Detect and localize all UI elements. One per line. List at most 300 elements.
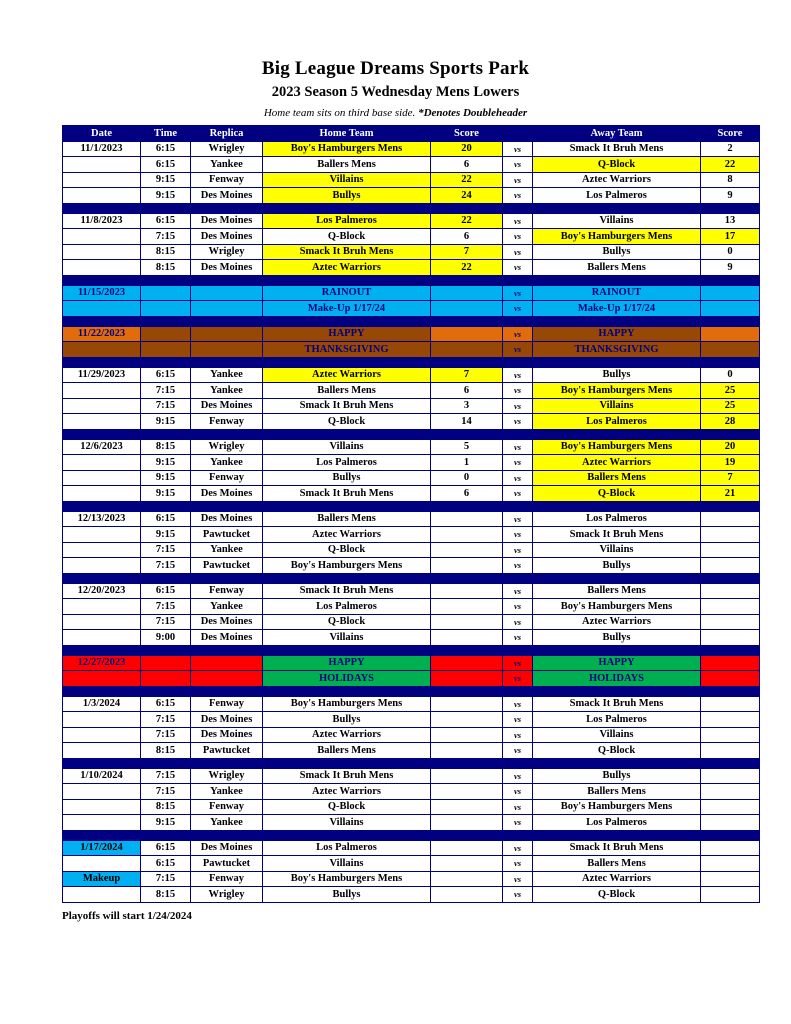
field-replica-cell: Des Moines (191, 727, 263, 743)
table-row (63, 455, 760, 471)
field-replica-cell: Des Moines (191, 213, 263, 229)
game-date-cell (63, 398, 141, 414)
away-score-cell (701, 815, 760, 831)
away-team-cell: Smack It Bruh Mens (533, 527, 701, 543)
away-score-cell (701, 743, 760, 759)
home-team-cell: Aztec Warriors (263, 260, 431, 276)
home-score-cell (431, 768, 503, 784)
block-separator (63, 573, 760, 583)
game-time-cell: 7:15 (141, 784, 191, 800)
game-date-cell: Makeup (63, 871, 141, 887)
versus-cell: vs (503, 815, 533, 831)
game-date-cell (63, 229, 141, 245)
game-date-cell (63, 727, 141, 743)
away-score-cell: 13 (701, 213, 760, 229)
column-header-time: Time (141, 126, 191, 142)
separator-cell (63, 645, 760, 655)
game-date-cell (63, 260, 141, 276)
home-team-cell: Ballers Mens (263, 743, 431, 759)
playoffs-note: Playoffs will start 1/24/2024 (62, 909, 192, 922)
away-score-cell: 9 (701, 188, 760, 204)
game-time-cell: 7:15 (141, 398, 191, 414)
table-header-row (63, 126, 760, 142)
game-date-cell (63, 712, 141, 728)
game-date-cell (63, 342, 141, 358)
versus-cell: vs (503, 244, 533, 260)
away-score-cell (701, 871, 760, 887)
game-date-cell (63, 527, 141, 543)
away-team-cell: Smack It Bruh Mens (533, 141, 701, 157)
game-time-cell: 9:15 (141, 527, 191, 543)
home-score-cell: 7 (431, 244, 503, 260)
home-team-cell: Boy's Hamburgers Mens (263, 696, 431, 712)
away-score-cell: 0 (701, 244, 760, 260)
table-row (63, 188, 760, 204)
home-score-cell: 6 (431, 383, 503, 399)
game-date-cell (63, 157, 141, 173)
table-row (63, 856, 760, 872)
block-separator (63, 645, 760, 655)
home-team-cell: Villains (263, 172, 431, 188)
game-date-cell (63, 630, 141, 646)
game-time-cell: 6:15 (141, 511, 191, 527)
away-team-cell: Los Palmeros (533, 511, 701, 527)
versus-cell: vs (503, 712, 533, 728)
away-score-cell (701, 342, 760, 358)
game-time-cell: 8:15 (141, 887, 191, 903)
home-score-cell (431, 342, 503, 358)
away-score-cell (701, 583, 760, 599)
table-row (63, 326, 760, 342)
away-team-cell: Los Palmeros (533, 815, 701, 831)
game-time-cell (141, 301, 191, 317)
field-replica-cell: Fenway (191, 414, 263, 430)
game-time-cell: 6:15 (141, 141, 191, 157)
table-row (63, 172, 760, 188)
table-row (63, 696, 760, 712)
versus-cell: vs (503, 614, 533, 630)
home-score-cell (431, 784, 503, 800)
game-time-cell: 8:15 (141, 439, 191, 455)
game-date-cell: 11/15/2023 (63, 285, 141, 301)
field-replica-cell: Wrigley (191, 887, 263, 903)
table-row (63, 229, 760, 245)
field-replica-cell: Wrigley (191, 244, 263, 260)
game-time-cell: 7:15 (141, 727, 191, 743)
game-date-cell: 12/13/2023 (63, 511, 141, 527)
home-score-cell (431, 840, 503, 856)
table-row (63, 871, 760, 887)
home-team-cell: Los Palmeros (263, 455, 431, 471)
versus-cell: vs (503, 470, 533, 486)
away-team-cell: Bullys (533, 768, 701, 784)
versus-cell: vs (503, 367, 533, 383)
game-time-cell: 9:00 (141, 630, 191, 646)
home-score-cell: 1 (431, 455, 503, 471)
versus-cell: vs (503, 301, 533, 317)
away-team-cell: Bullys (533, 367, 701, 383)
versus-cell: vs (503, 743, 533, 759)
table-row (63, 655, 760, 671)
game-date-cell (63, 599, 141, 615)
home-team-cell: Aztec Warriors (263, 727, 431, 743)
away-team-cell: Ballers Mens (533, 583, 701, 599)
game-time-cell (141, 655, 191, 671)
home-score-cell: 0 (431, 470, 503, 486)
home-team-cell: Bullys (263, 188, 431, 204)
versus-cell: vs (503, 342, 533, 358)
away-team-cell: Los Palmeros (533, 712, 701, 728)
page-subtitle: 2023 Season 5 Wednesday Mens Lowers (271, 84, 520, 100)
away-team-cell: HOLIDAYS (533, 671, 701, 687)
field-replica-cell: Wrigley (191, 768, 263, 784)
home-score-cell (431, 511, 503, 527)
home-score-cell: 14 (431, 414, 503, 430)
away-score-cell: 25 (701, 398, 760, 414)
separator-cell (63, 429, 760, 439)
away-score-cell (701, 727, 760, 743)
versus-cell: vs (503, 260, 533, 276)
table-row (63, 743, 760, 759)
versus-cell: vs (503, 696, 533, 712)
field-replica-cell: Des Moines (191, 511, 263, 527)
home-team-cell: Smack It Bruh Mens (263, 486, 431, 502)
block-separator (63, 275, 760, 285)
home-score-cell: 5 (431, 439, 503, 455)
field-replica-cell: Pawtucket (191, 527, 263, 543)
home-score-cell (431, 671, 503, 687)
game-time-cell: 6:15 (141, 840, 191, 856)
home-team-cell: Ballers Mens (263, 511, 431, 527)
game-time-cell (141, 326, 191, 342)
home-score-cell (431, 712, 503, 728)
game-time-cell: 6:15 (141, 583, 191, 599)
away-score-cell: 0 (701, 367, 760, 383)
home-score-cell (431, 696, 503, 712)
away-team-cell: Bullys (533, 244, 701, 260)
table-row (63, 630, 760, 646)
game-date-cell (63, 815, 141, 831)
versus-cell: vs (503, 511, 533, 527)
versus-cell: vs (503, 856, 533, 872)
away-score-cell (701, 326, 760, 342)
home-score-cell: 22 (431, 260, 503, 276)
field-replica-cell: Pawtucket (191, 856, 263, 872)
game-time-cell: 6:15 (141, 157, 191, 173)
home-score-cell: 24 (431, 188, 503, 204)
table-row (63, 542, 760, 558)
away-team-cell: Villains (533, 727, 701, 743)
home-team-cell: Los Palmeros (263, 599, 431, 615)
away-score-cell (701, 630, 760, 646)
field-replica-cell (191, 301, 263, 317)
home-score-cell: 7 (431, 367, 503, 383)
page-note (62, 107, 729, 119)
home-score-cell (431, 614, 503, 630)
field-replica-cell: Fenway (191, 799, 263, 815)
away-team-cell: HAPPY (533, 655, 701, 671)
away-score-cell (701, 840, 760, 856)
versus-cell: vs (503, 141, 533, 157)
game-time-cell: 9:15 (141, 470, 191, 486)
game-time-cell: 8:15 (141, 799, 191, 815)
away-team-cell: HAPPY (533, 326, 701, 342)
away-team-cell: Ballers Mens (533, 856, 701, 872)
versus-cell: vs (503, 871, 533, 887)
note-bold: *Denotes Doubleheader (418, 107, 528, 119)
separator-cell (63, 758, 760, 768)
home-team-cell: THANKSGIVING (263, 342, 431, 358)
table-row (63, 470, 760, 486)
away-score-cell: 17 (701, 229, 760, 245)
away-team-cell: Aztec Warriors (533, 172, 701, 188)
versus-cell: vs (503, 542, 533, 558)
table-row (63, 439, 760, 455)
home-score-cell (431, 727, 503, 743)
field-replica-cell: Des Moines (191, 614, 263, 630)
versus-cell: vs (503, 727, 533, 743)
game-date-cell: 1/17/2024 (63, 840, 141, 856)
home-team-cell: Bullys (263, 470, 431, 486)
home-team-cell: Smack It Bruh Mens (263, 583, 431, 599)
away-team-cell: Boy's Hamburgers Mens (533, 439, 701, 455)
game-date-cell (63, 799, 141, 815)
home-score-cell (431, 655, 503, 671)
field-replica-cell: Pawtucket (191, 558, 263, 574)
away-score-cell (701, 696, 760, 712)
table-row (63, 583, 760, 599)
separator-cell (63, 275, 760, 285)
table-row (63, 367, 760, 383)
game-time-cell: 6:15 (141, 367, 191, 383)
game-date-cell (63, 455, 141, 471)
game-date-cell: 11/29/2023 (63, 367, 141, 383)
table-row (63, 244, 760, 260)
table-row (63, 671, 760, 687)
field-replica-cell: Fenway (191, 871, 263, 887)
home-score-cell (431, 583, 503, 599)
field-replica-cell: Des Moines (191, 840, 263, 856)
field-replica-cell: Yankee (191, 455, 263, 471)
field-replica-cell: Fenway (191, 470, 263, 486)
away-team-cell: Boy's Hamburgers Mens (533, 599, 701, 615)
away-team-cell: Smack It Bruh Mens (533, 840, 701, 856)
away-team-cell: Q-Block (533, 157, 701, 173)
separator-cell (63, 357, 760, 367)
home-team-cell: Bullys (263, 887, 431, 903)
home-team-cell: Q-Block (263, 542, 431, 558)
field-replica-cell: Wrigley (191, 141, 263, 157)
game-date-cell: 12/20/2023 (63, 583, 141, 599)
away-team-cell: Villains (533, 542, 701, 558)
table-row (63, 614, 760, 630)
versus-cell: vs (503, 414, 533, 430)
game-time-cell (141, 342, 191, 358)
schedule-table (62, 125, 760, 903)
game-time-cell: 8:15 (141, 244, 191, 260)
away-score-cell (701, 712, 760, 728)
game-date-cell (63, 558, 141, 574)
away-team-cell: RAINOUT (533, 285, 701, 301)
field-replica-cell: Des Moines (191, 486, 263, 502)
home-team-cell: Q-Block (263, 799, 431, 815)
field-replica-cell: Fenway (191, 583, 263, 599)
home-team-cell: Q-Block (263, 229, 431, 245)
table-row (63, 558, 760, 574)
game-date-cell (63, 856, 141, 872)
away-team-cell: Bullys (533, 558, 701, 574)
separator-cell (63, 686, 760, 696)
versus-cell: vs (503, 768, 533, 784)
home-score-cell (431, 326, 503, 342)
away-team-cell: Smack It Bruh Mens (533, 696, 701, 712)
away-team-cell: Los Palmeros (533, 188, 701, 204)
versus-cell: vs (503, 285, 533, 301)
away-team-cell: Aztec Warriors (533, 871, 701, 887)
away-score-cell (701, 542, 760, 558)
away-team-cell: Boy's Hamburgers Mens (533, 229, 701, 245)
game-date-cell (63, 172, 141, 188)
home-team-cell: Boy's Hamburgers Mens (263, 141, 431, 157)
away-score-cell (701, 655, 760, 671)
home-score-cell: 6 (431, 157, 503, 173)
table-row (63, 213, 760, 229)
game-date-cell: 1/10/2024 (63, 768, 141, 784)
table-row (63, 599, 760, 615)
home-team-cell: Villains (263, 815, 431, 831)
game-time-cell: 8:15 (141, 260, 191, 276)
field-replica-cell: Yankee (191, 367, 263, 383)
home-score-cell: 22 (431, 172, 503, 188)
game-date-cell (63, 470, 141, 486)
versus-cell: vs (503, 599, 533, 615)
versus-cell: vs (503, 229, 533, 245)
table-row (63, 768, 760, 784)
table-row (63, 815, 760, 831)
game-date-cell (63, 887, 141, 903)
home-team-cell: Villains (263, 630, 431, 646)
separator-cell (63, 316, 760, 326)
home-score-cell (431, 599, 503, 615)
game-time-cell: 9:15 (141, 815, 191, 831)
away-team-cell: Q-Block (533, 743, 701, 759)
field-replica-cell: Des Moines (191, 712, 263, 728)
table-row (63, 712, 760, 728)
home-score-cell (431, 871, 503, 887)
away-score-cell (701, 768, 760, 784)
game-date-cell (63, 188, 141, 204)
table-row (63, 727, 760, 743)
game-date-cell (63, 244, 141, 260)
home-team-cell: Smack It Bruh Mens (263, 768, 431, 784)
block-separator (63, 830, 760, 840)
away-score-cell: 25 (701, 383, 760, 399)
schedule-body (63, 141, 760, 902)
field-replica-cell (191, 342, 263, 358)
game-date-cell (63, 486, 141, 502)
home-team-cell: Q-Block (263, 414, 431, 430)
away-team-cell: Q-Block (533, 887, 701, 903)
separator-cell (63, 501, 760, 511)
block-separator (63, 203, 760, 213)
field-replica-cell: Fenway (191, 696, 263, 712)
game-time-cell: 8:15 (141, 743, 191, 759)
game-time-cell (141, 285, 191, 301)
away-score-cell (701, 301, 760, 317)
field-replica-cell (191, 285, 263, 301)
versus-cell: vs (503, 383, 533, 399)
game-time-cell (141, 671, 191, 687)
away-team-cell: Make-Up 1/17/24 (533, 301, 701, 317)
table-row (63, 157, 760, 173)
field-replica-cell (191, 671, 263, 687)
versus-cell: vs (503, 172, 533, 188)
field-replica-cell: Yankee (191, 383, 263, 399)
field-replica-cell: Yankee (191, 599, 263, 615)
field-replica-cell: Fenway (191, 172, 263, 188)
game-date-cell: 11/22/2023 (63, 326, 141, 342)
home-team-cell: Los Palmeros (263, 840, 431, 856)
away-score-cell (701, 614, 760, 630)
game-time-cell: 9:15 (141, 188, 191, 204)
column-header-vs (503, 126, 533, 142)
away-score-cell (701, 887, 760, 903)
home-team-cell: HOLIDAYS (263, 671, 431, 687)
game-time-cell: 6:15 (141, 213, 191, 229)
home-team-cell: Bullys (263, 712, 431, 728)
versus-cell: vs (503, 887, 533, 903)
away-score-cell (701, 799, 760, 815)
away-score-cell: 2 (701, 141, 760, 157)
game-time-cell: 7:15 (141, 614, 191, 630)
home-team-cell: Aztec Warriors (263, 784, 431, 800)
home-team-cell: Q-Block (263, 614, 431, 630)
away-score-cell (701, 285, 760, 301)
table-row (63, 527, 760, 543)
game-time-cell: 7:15 (141, 229, 191, 245)
column-header-replica: Replica (191, 126, 263, 142)
column-header-away-team: Away Team (533, 126, 701, 142)
home-team-cell: Smack It Bruh Mens (263, 398, 431, 414)
away-score-cell: 19 (701, 455, 760, 471)
versus-cell: vs (503, 527, 533, 543)
away-team-cell: Aztec Warriors (533, 614, 701, 630)
game-time-cell: 7:15 (141, 768, 191, 784)
field-replica-cell: Yankee (191, 815, 263, 831)
table-row (63, 301, 760, 317)
away-team-cell: Ballers Mens (533, 470, 701, 486)
game-time-cell: 9:15 (141, 172, 191, 188)
home-score-cell (431, 887, 503, 903)
versus-cell: vs (503, 630, 533, 646)
table-row (63, 784, 760, 800)
game-date-cell: 11/8/2023 (63, 213, 141, 229)
game-date-cell (63, 784, 141, 800)
block-separator (63, 429, 760, 439)
table-row (63, 342, 760, 358)
versus-cell: vs (503, 398, 533, 414)
field-replica-cell: Yankee (191, 157, 263, 173)
versus-cell: vs (503, 326, 533, 342)
game-time-cell: 7:15 (141, 712, 191, 728)
column-header-date: Date (63, 126, 141, 142)
field-replica-cell: Yankee (191, 542, 263, 558)
home-team-cell: Los Palmeros (263, 213, 431, 229)
table-row (63, 840, 760, 856)
home-team-cell: Ballers Mens (263, 157, 431, 173)
versus-cell: vs (503, 213, 533, 229)
field-replica-cell: Des Moines (191, 398, 263, 414)
